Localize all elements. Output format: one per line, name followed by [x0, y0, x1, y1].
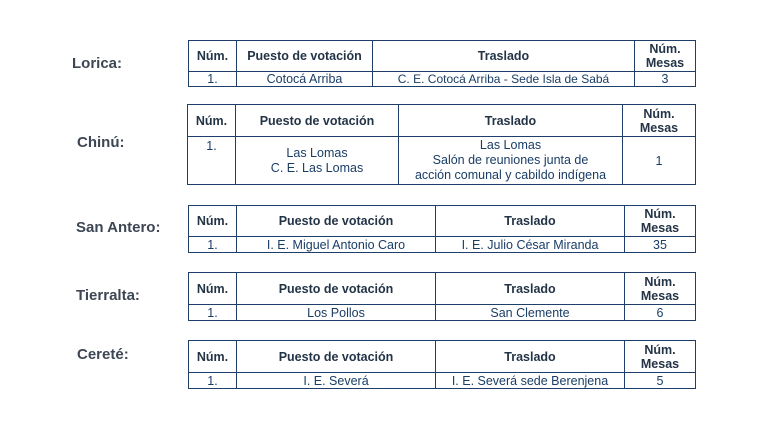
header-puesto: Puesto de votación [237, 41, 373, 72]
municipality-label: San Antero: [76, 219, 161, 236]
table-row [189, 373, 696, 389]
puesto-line: Las Lomas [286, 145, 348, 160]
voting-table-cerete [188, 340, 696, 389]
cell-mesas: 35 [625, 237, 696, 253]
voting-table-lorica [188, 40, 696, 87]
header-num: Núm. [188, 105, 236, 137]
cell-traslado [399, 137, 623, 185]
cell-traslado: I. E. Julio César Miranda [436, 237, 625, 253]
traslado-line: acción comunal y cabildo indígena [414, 168, 607, 182]
header-num: Núm. [189, 41, 237, 72]
cell-num: 1. [189, 237, 237, 253]
table-row [189, 72, 696, 87]
cell-num: 1. [189, 373, 237, 389]
cell-traslado: I. E. Severá sede Berenjena [436, 373, 625, 389]
municipality-label: Lorica: [72, 55, 123, 72]
cell-num: 1. [188, 137, 236, 185]
cell-num: 1. [189, 72, 237, 87]
header-mesas: Núm. Mesas [625, 341, 696, 373]
header-puesto: Puesto de votación [237, 341, 436, 373]
traslado-line: Las Lomas [479, 138, 542, 152]
cell-puesto: I. E. Miguel Antonio Caro [237, 237, 436, 253]
header-traslado: Traslado [436, 273, 625, 305]
header-traslado: Traslado [399, 105, 623, 137]
voting-table-tierralta [188, 272, 696, 321]
table-row [189, 237, 696, 253]
cell-traslado: C. E. Cotocá Arriba - Sede Isla de Sabá [373, 72, 635, 87]
voting-table-san-antero [188, 205, 696, 253]
cell-mesas: 6 [625, 305, 696, 321]
cell-puesto: Cotocá Arriba [237, 72, 373, 87]
header-num: Núm. [189, 273, 237, 305]
municipality-label: Cereté: [77, 346, 129, 363]
puesto-line: C. E. Las Lomas [270, 160, 364, 175]
voting-table-chinu [187, 104, 696, 185]
cell-mesas: 3 [635, 72, 696, 87]
header-traslado: Traslado [436, 206, 625, 237]
header-puesto: Puesto de votación [236, 105, 399, 137]
cell-puesto: Los Pollos [237, 305, 436, 321]
table-row [188, 137, 696, 185]
cell-puesto [236, 137, 399, 185]
header-puesto: Puesto de votación [237, 273, 436, 305]
header-mesas: Núm. Mesas [625, 206, 696, 237]
cell-num: 1. [189, 305, 237, 321]
cell-traslado: San Clemente [436, 305, 625, 321]
header-num: Núm. [189, 206, 237, 237]
header-mesas: Núm. Mesas [635, 41, 696, 72]
traslado-line: Salón de reuniones junta de [432, 153, 589, 167]
municipality-label: Chinú: [77, 134, 125, 151]
header-puesto: Puesto de votación [237, 206, 436, 237]
header-num: Núm. [189, 341, 237, 373]
municipality-label: Tierralta: [76, 287, 140, 304]
header-traslado: Traslado [373, 41, 635, 72]
header-mesas: Núm. Mesas [625, 273, 696, 305]
cell-mesas: 1 [623, 137, 696, 185]
cell-mesas: 5 [625, 373, 696, 389]
cell-puesto: I. E. Severá [237, 373, 436, 389]
header-traslado: Traslado [436, 341, 625, 373]
table-row [189, 305, 696, 321]
header-mesas: Núm. Mesas [623, 105, 696, 137]
